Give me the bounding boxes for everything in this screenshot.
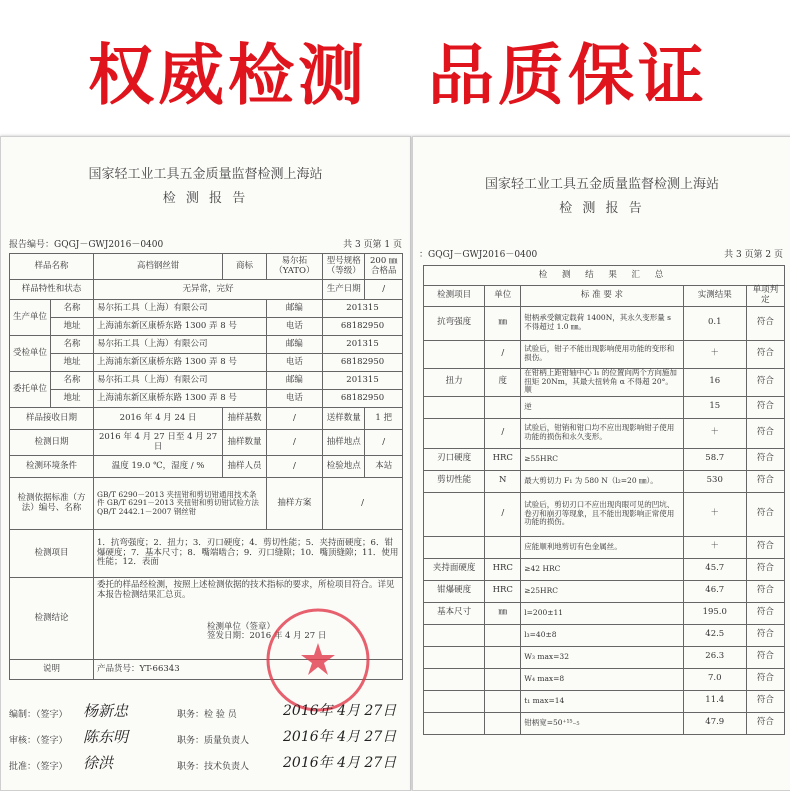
cell-label: 检测环境条件	[10, 456, 94, 478]
banner-left-title: 权威检测	[88, 37, 368, 114]
report-page-2	[412, 136, 790, 791]
table-row	[424, 418, 785, 448]
cell-label: 样品特性和状态	[10, 280, 94, 300]
cell-verdict: 符合	[746, 602, 784, 624]
cell-unit	[485, 646, 521, 668]
cell-result: 530	[683, 470, 746, 492]
table-row	[424, 558, 785, 580]
cell-item	[424, 536, 485, 558]
cell-verdict: 符合	[746, 646, 784, 668]
table-row	[424, 492, 785, 536]
cell-unit: ㎜	[485, 306, 521, 340]
cell-label: 名称	[51, 336, 94, 354]
cell-label: 样品接收日期	[10, 408, 94, 430]
cell-value: /	[266, 408, 322, 430]
cell-label: 电话	[266, 354, 322, 372]
cell-value: 68182950	[323, 390, 403, 408]
cell-value: 温度 19.0 ℃，湿度 / %	[94, 456, 223, 478]
cell-item	[424, 668, 485, 690]
report-title: 检 测 报 告	[162, 191, 249, 206]
cell-verdict: 符合	[746, 536, 784, 558]
cell-item	[424, 690, 485, 712]
cell-req: t₁ max=14	[521, 690, 684, 712]
cell-verdict: 符合	[746, 712, 784, 734]
cell-label: 送样数量	[323, 408, 365, 430]
cell-label: 检验地点	[323, 456, 365, 478]
cell-label: 名称	[51, 372, 94, 390]
table-row	[424, 646, 785, 668]
cell-req: ≥42 HRC	[521, 558, 684, 580]
cell-label: 地址	[51, 318, 94, 336]
cell-item: 剪切性能	[424, 470, 485, 492]
cell-result: 15	[683, 396, 746, 418]
signer-title: 职务：质量负责人	[177, 736, 250, 746]
cell-label: 邮编	[266, 300, 322, 318]
cell-label: 型号规格（等级）	[323, 254, 365, 280]
table-row	[424, 602, 785, 624]
cell-req: 钳柄宽=50⁺¹⁵₋₅	[521, 712, 684, 734]
cell-verdict: 符合	[746, 340, 784, 368]
cell-value: 68182950	[323, 318, 403, 336]
cell-verdict: 符合	[746, 558, 784, 580]
cell-unit: ㎜	[485, 602, 521, 624]
cell-unit: HRC	[485, 448, 521, 470]
cell-unit: HRC	[485, 558, 521, 580]
cell-req: 试验后，剪切刃口不应出现肉眼可见的凹坑、卷刃和崩刃等现象，且不能出现影响正常使用功能的损伤。	[521, 492, 684, 536]
signer-title: 职务：技术负责人	[177, 762, 250, 772]
signer-role: 审核：（签字）	[9, 736, 68, 746]
cell-unit: /	[485, 340, 521, 368]
cell-value: GB/T 6290－2013 夹扭钳和剪切钳通用技术条件 GB/T 6291－2013 夹扭钳和剪切钳试验方法 QB/T 2442.1－2007 钢丝钳	[94, 478, 267, 530]
cell-label: 邮编	[266, 336, 322, 354]
cell-unit: 度	[485, 368, 521, 396]
cell-value: 易尔拓工具（上海）有限公司	[94, 372, 267, 390]
cell-verdict: 符合	[746, 624, 784, 646]
summary-title: 检 测 结 果 汇 总	[424, 266, 785, 286]
cell-value: 2016 年 4 月 24 日	[94, 408, 223, 430]
cell-result: 0.1	[683, 306, 746, 340]
cell-req: 应能顺利地剪切有色金属丝。	[521, 536, 684, 558]
report-page-1	[0, 136, 411, 791]
report-number: ：GQGJ－GWJ2016－0400	[419, 250, 538, 260]
table-row	[424, 396, 785, 418]
cell-result: 42.5	[683, 624, 746, 646]
cell-result: 16	[683, 368, 746, 396]
cell-verdict: 符合	[746, 306, 784, 340]
cell-req: W₃ max=32	[521, 646, 684, 668]
cell-result: ＋	[683, 536, 746, 558]
cell-item	[424, 418, 485, 448]
cell-label: 抽样人员	[223, 456, 267, 478]
cell-value: 易尔拓工具（上海）有限公司	[94, 300, 267, 318]
cell-item	[424, 492, 485, 536]
cell-value: 本站	[365, 456, 403, 478]
cell-verdict: 符合	[746, 580, 784, 602]
cell-unit: /	[485, 492, 521, 536]
cell-value: 2016 年 4 月 27 日至 4 月 27 日	[94, 430, 223, 456]
cell-unit	[485, 712, 521, 734]
cell-value: 易尔拓（YATO）	[266, 254, 322, 280]
page-info: 共 3 页第 1 页	[343, 240, 402, 250]
cell-verdict: 符合	[746, 368, 784, 396]
cell-label: 委托单位	[10, 372, 51, 408]
signer-date: 2016年 4月 27日	[283, 729, 397, 745]
cell-label: 检测日期	[10, 430, 94, 456]
cell-label: 样品名称	[10, 254, 94, 280]
cell-req: ≥25HRC	[521, 580, 684, 602]
cell-value: 上海浦东新区康桥东路 1300 弄 8 号	[94, 390, 267, 408]
cell-result: ＋	[683, 492, 746, 536]
cell-label: 受检单位	[10, 336, 51, 372]
cell-result: 58.7	[683, 448, 746, 470]
cell-unit: /	[485, 418, 521, 448]
table-row	[424, 580, 785, 602]
cell-verdict: 符合	[746, 448, 784, 470]
cell-value: 201315	[323, 372, 403, 390]
cell-item: 抗弯强度	[424, 306, 485, 340]
cell-value: 产品货号：YT-66343	[94, 660, 403, 680]
cell-unit	[485, 624, 521, 646]
cell-unit: HRC	[485, 580, 521, 602]
cell-label: 抽样方案	[266, 478, 322, 530]
conclusion-date: 签发日期：2016 年 4 月 27 日	[207, 631, 327, 642]
org-header: 国家轻工业工具五金质量监督检测上海站	[88, 167, 323, 182]
cell-result: 11.4	[683, 690, 746, 712]
cell-item	[424, 712, 485, 734]
org-header: 国家轻工业工具五金质量监督检测上海站	[484, 177, 719, 192]
table-row	[424, 340, 785, 368]
cell-result: 195.0	[683, 602, 746, 624]
cell-verdict: 符合	[746, 690, 784, 712]
cell-item	[424, 646, 485, 668]
header-item: 检测项目	[424, 286, 485, 307]
cell-item: 刃口硬度	[424, 448, 485, 470]
cell-value: 上海浦东新区康桥东路 1300 弄 8 号	[94, 318, 267, 336]
results-body	[424, 306, 785, 734]
cell-item: 夹持面硬度	[424, 558, 485, 580]
header-requirement: 标 准 要 求	[521, 286, 684, 307]
cell-req: 最大剪切力 F₁ 为 580 N（l₂=20 ㎜）。	[521, 470, 684, 492]
header-unit: 单位	[485, 286, 521, 307]
cell-label: 生产单位	[10, 300, 51, 336]
cell-unit	[485, 396, 521, 418]
cell-label: 生产日期	[323, 280, 365, 300]
cell-value: /	[266, 430, 322, 456]
cell-req: W₄ max=8	[521, 668, 684, 690]
handwritten-signature: 陈东明	[83, 728, 129, 746]
cell-result: 7.0	[683, 668, 746, 690]
cell-label: 抽样数量	[223, 430, 267, 456]
cell-label: 检测项目	[10, 530, 94, 578]
signer-date: 2016年 4月 27日	[283, 703, 397, 719]
table-row	[424, 690, 785, 712]
cell-item: 钳爆硬度	[424, 580, 485, 602]
table-row	[424, 448, 785, 470]
cell-verdict: 符合	[746, 492, 784, 536]
page-info: 共 3 页第 2 页	[724, 250, 783, 260]
signer-role: 编制：（签字）	[9, 710, 68, 720]
cell-item	[424, 624, 485, 646]
table-row	[424, 624, 785, 646]
cell-value: 上海浦东新区康桥东路 1300 弄 8 号	[94, 354, 267, 372]
cell-label: 地址	[51, 390, 94, 408]
cell-req: 在钳柄上距钳轴中心 l₁ 的位置向两个方向施加扭矩 20Nm，其最大扭转角 α 不得超 20°。 顺	[521, 368, 684, 396]
cell-value: /	[323, 478, 403, 530]
cell-result: ＋	[683, 340, 746, 368]
cell-req: 逆	[521, 396, 684, 418]
cell-verdict: 符合	[746, 396, 784, 418]
cell-label: 检测结论	[10, 578, 94, 660]
cell-value: /	[266, 456, 322, 478]
cell-value: 1．抗弯强度；2．扭力；3．刃口硬度；4．剪切性能；5．夹持面硬度；6．钳爆硬度；7．基本尺寸；8．嘴端啮合；9．刃口缝隙；10．嘴顶缝隙；11．使用性能；12．表面	[94, 530, 403, 578]
cell-result: 26.3	[683, 646, 746, 668]
cell-req: 试验后，钳子不能出现影响使用功能的变形和损伤。	[521, 340, 684, 368]
cell-item	[424, 340, 485, 368]
cell-label: 名称	[51, 300, 94, 318]
cell-result: 45.7	[683, 558, 746, 580]
cell-label: 地址	[51, 354, 94, 372]
results-table	[423, 265, 785, 735]
cell-req: 试验后，钳销和钳口均不应出现影响钳子使用功能的损伤和永久变形。	[521, 418, 684, 448]
report-title: 检 测 报 告	[559, 201, 645, 216]
cell-label: 抽样地点	[323, 430, 365, 456]
table-row	[424, 536, 785, 558]
cell-result: ＋	[683, 418, 746, 448]
cell-label: 抽样基数	[223, 408, 267, 430]
cell-unit: N	[485, 470, 521, 492]
cell-item	[424, 396, 485, 418]
cell-value: /	[365, 280, 403, 300]
cell-value: 易尔拓工具（上海）有限公司	[94, 336, 267, 354]
header-verdict: 单项判定	[746, 286, 784, 307]
cell-item: 扭力	[424, 368, 485, 396]
table-row	[424, 306, 785, 340]
banner	[0, 0, 790, 130]
cell-label: 商标	[223, 254, 267, 280]
cell-label: 电话	[266, 318, 322, 336]
banner-right-title: 品质保证	[428, 37, 708, 114]
signer-date: 2016年 4月 27日	[283, 755, 397, 771]
cell-value: 1 把	[365, 408, 403, 430]
cell-value: /	[365, 430, 403, 456]
cell-result: 47.9	[683, 712, 746, 734]
conclusion-sign: 检测单位（签章）	[207, 621, 276, 632]
cell-item: 基本尺寸	[424, 602, 485, 624]
handwritten-signature: 徐洪	[83, 754, 114, 772]
cell-label: 检测依据标准（方法）编号、名称	[10, 478, 94, 530]
cell-value: 68182950	[323, 354, 403, 372]
cell-req: 钳柄承受额定载荷 1400N，其永久变形量 s 不得超过 1.0 ㎜。	[521, 306, 684, 340]
cell-req: ≥55HRC	[521, 448, 684, 470]
header-result: 实测结果	[683, 286, 746, 307]
cell-req: l₃=40±8	[521, 624, 684, 646]
cell-verdict: 符合	[746, 418, 784, 448]
signer-title: 职务：检 验 员	[177, 710, 237, 720]
cell-verdict: 符合	[746, 668, 784, 690]
cell-unit	[485, 690, 521, 712]
report-number: 报告编号：GQGJ－GWJ2016－0400	[9, 240, 164, 250]
cell-unit	[485, 668, 521, 690]
cell-label: 电话	[266, 390, 322, 408]
cell-value: 201315	[323, 336, 403, 354]
handwritten-signature: 杨新忠	[83, 702, 129, 720]
conclusion-text: 委托的样品经检测，按照上述检测依据的技术指标的要求，所检项目符合。详见本报告检测结果汇总页。	[97, 580, 395, 600]
table-row	[424, 668, 785, 690]
cell-verdict: 符合	[746, 470, 784, 492]
cell-req: l=200±11	[521, 602, 684, 624]
table-row	[424, 712, 785, 734]
cell-value: 200 ㎜ 合格品	[365, 254, 403, 280]
cell-label: 说明	[10, 660, 94, 680]
cell-value: 201315	[323, 300, 403, 318]
red-seal-stamp	[263, 605, 373, 715]
table-row	[424, 368, 785, 396]
table-row	[424, 470, 785, 492]
cell-unit	[485, 536, 521, 558]
cell-result: 46.7	[683, 580, 746, 602]
cell-label: 邮编	[266, 372, 322, 390]
cell-value: 高档钢丝钳	[94, 254, 223, 280]
cell-value: 无异常，完好	[94, 280, 323, 300]
signer-role: 批准：（签字）	[9, 762, 68, 772]
